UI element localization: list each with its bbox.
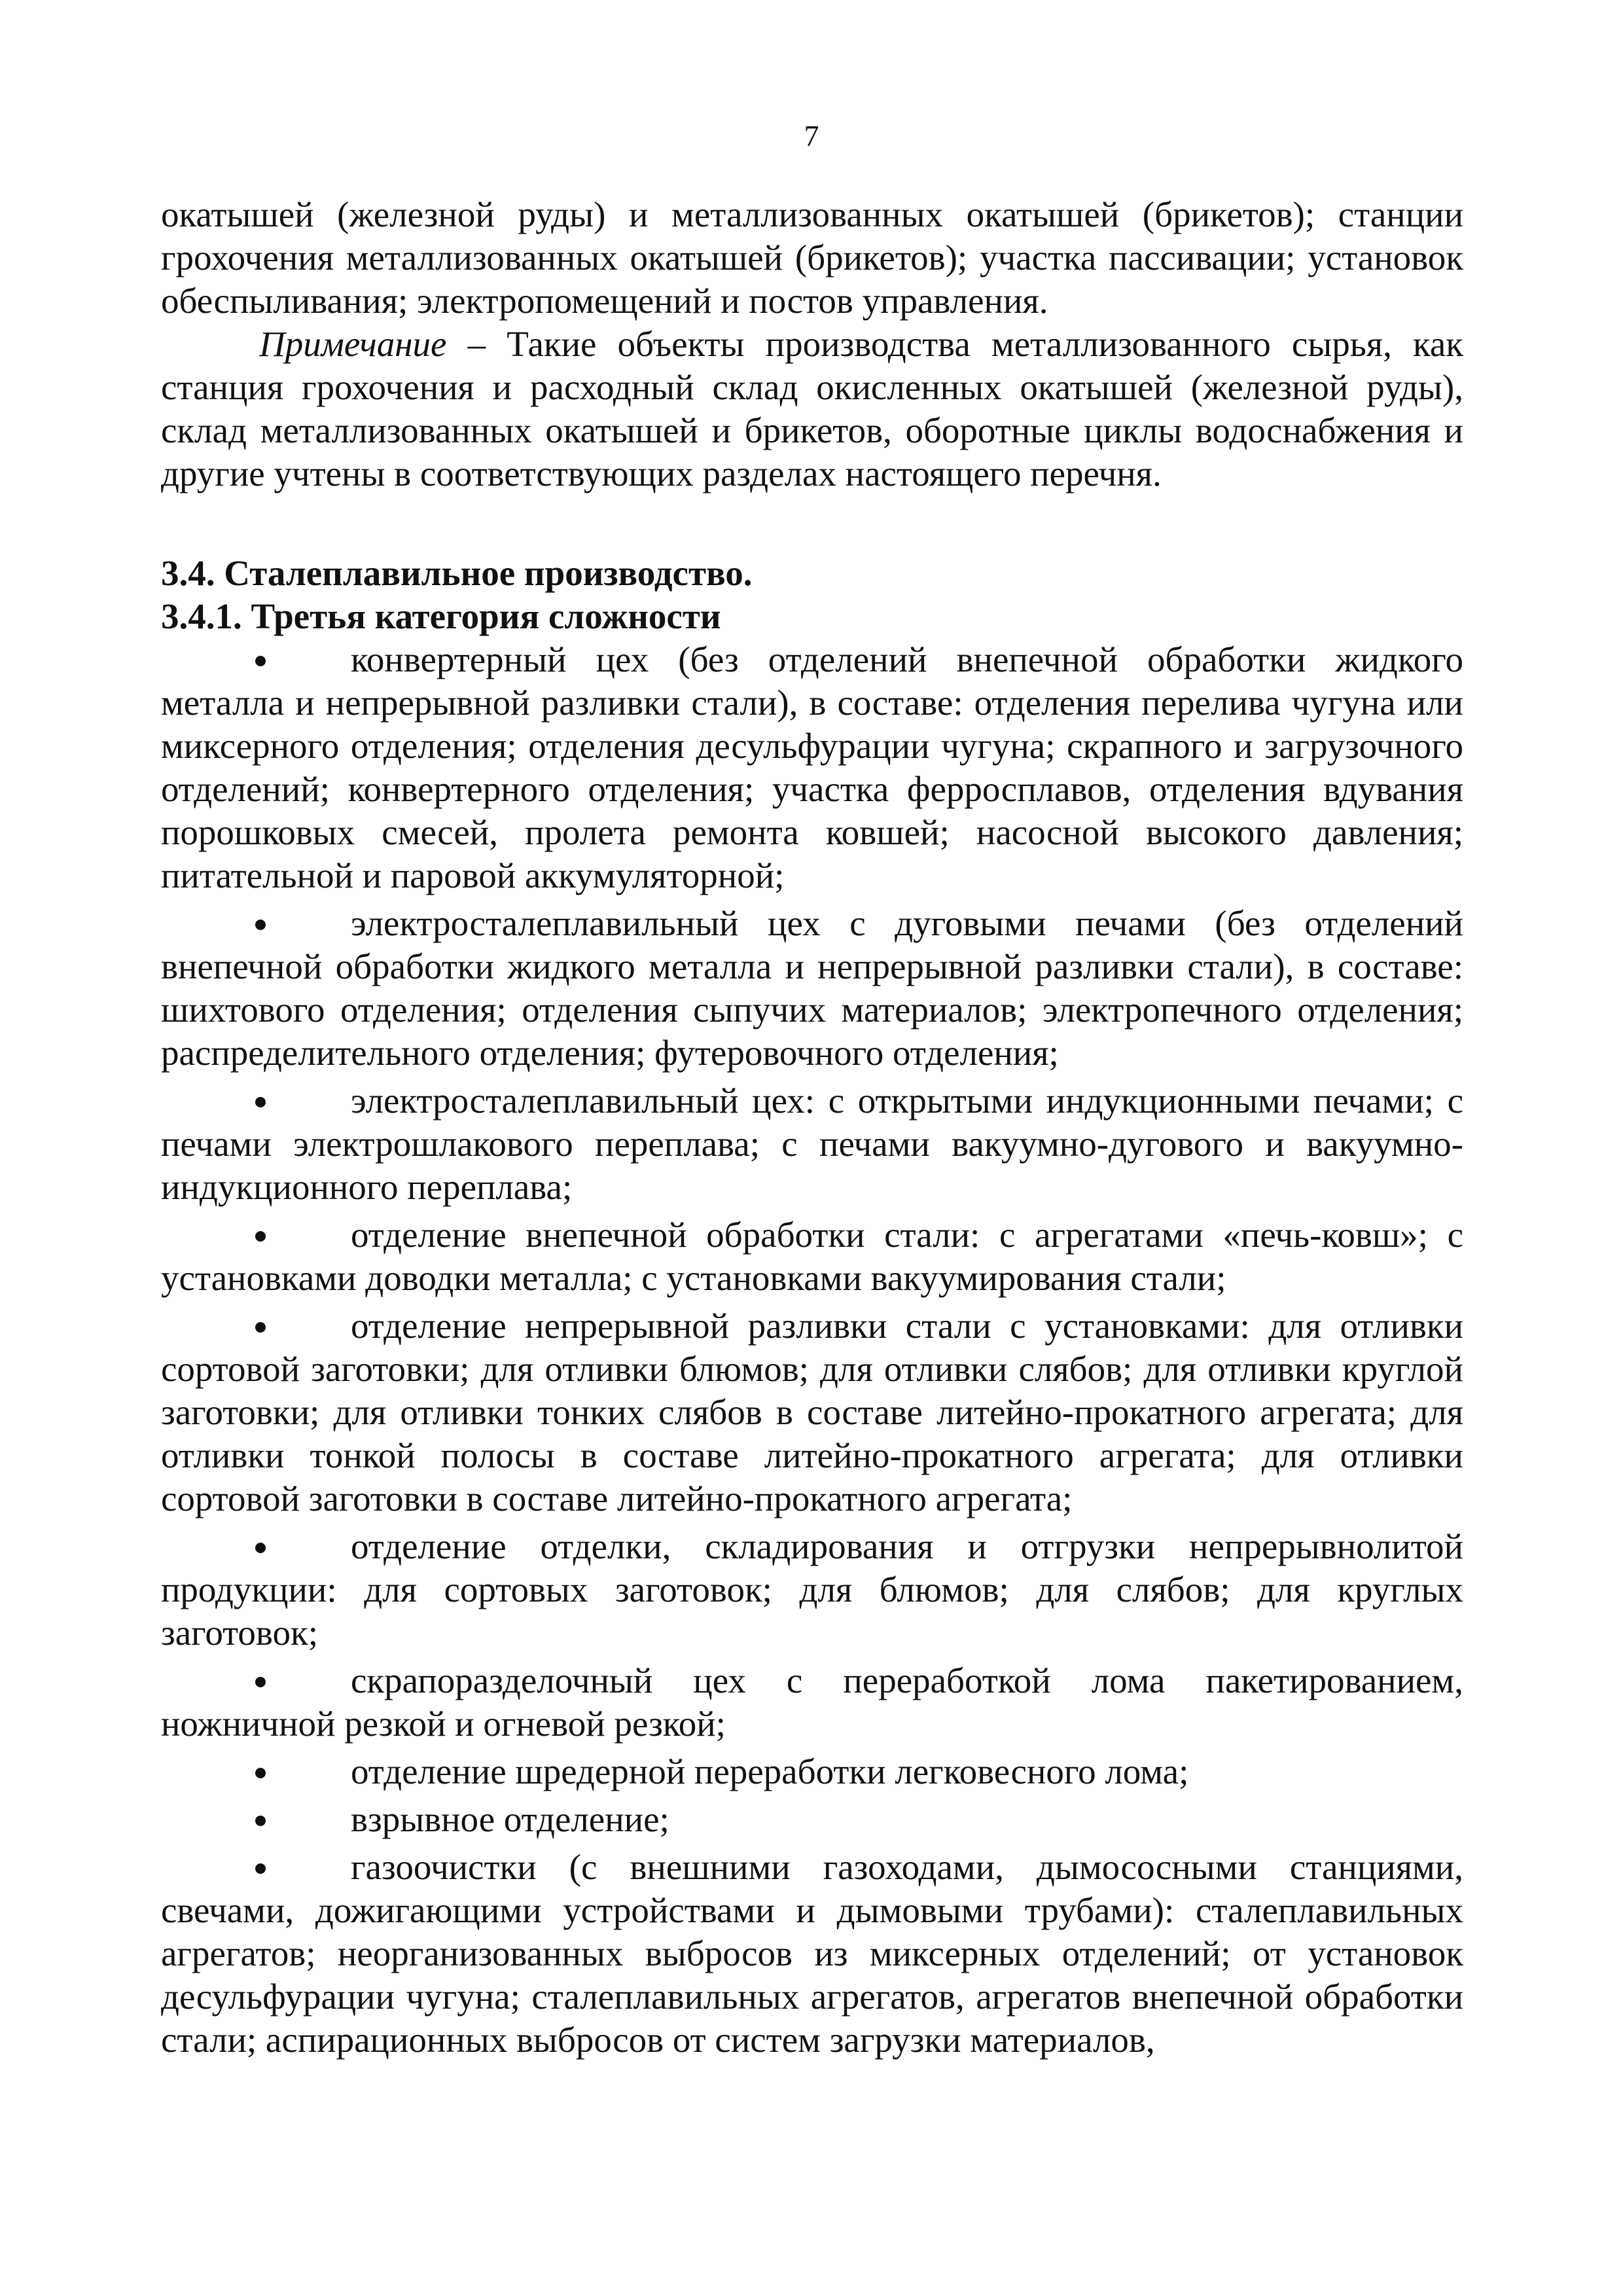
bullet-icon (255, 1768, 266, 1778)
list-item-text: отделение шредерной переработки легковесного лома; (351, 1751, 1189, 1791)
bullet-icon (255, 1816, 266, 1826)
bullet-icon (255, 1543, 266, 1553)
list-item-text: отделение внепечной обработки стали: с агрегатами «печь-ковш»; с установками доводки металла; с установками вакуумирования стали; (161, 1215, 1463, 1298)
list-item (161, 1659, 1463, 1746)
bullet-icon (255, 920, 266, 930)
note-label: Примечание (259, 324, 447, 364)
bullet-icon (255, 1231, 266, 1242)
list-item (161, 1846, 1463, 2062)
list-item (161, 1750, 1463, 1793)
list-item (161, 902, 1463, 1075)
list-item-text: отделение непрерывной разливки стали с установками: для отливки сортовой заготовки; для отливки блюмов; для отливки слябов; для отливки круглой заготовки; для отливки тонких слябов в составе литейно-прокатного агрегата; для отливки тонкой полосы в составе литейно-прокатного агрегата; для отливки сортовой заготовки в составе литейно-прокатного агрегата; (161, 1306, 1463, 1518)
list-item (161, 1798, 1463, 1841)
list-item (161, 1304, 1463, 1520)
list-item (161, 638, 1463, 897)
list-item-text: электросталеплавильный цех с дуговыми печами (без отделений внепечной обработки жидкого металла и непрерывной разливки стали), в составе: шихтового отделения; отделения сыпучих материалов; электропечного отделения; распределительного отделения; футеровочного отделения; (161, 903, 1463, 1073)
list-item (161, 1525, 1463, 1655)
bullet-icon (255, 656, 266, 666)
bullet-icon (255, 1677, 266, 1687)
bullet-list (161, 638, 1463, 2062)
bullet-icon (255, 1097, 266, 1107)
subsection-heading: 3.4.1. Третья категория сложности (161, 596, 721, 636)
bullet-icon (255, 1863, 266, 1874)
section-heading: 3.4. Сталеплавильное производство. (161, 553, 753, 593)
list-item-text: электросталеплавильный цех: с открытыми индукционными печами; с печами электрошлакового переплава; с печами вакуумно-дугового и вакуумно-индукционного переплава; (161, 1081, 1463, 1207)
list-item-text: отделение отделки, складирования и отгрузки непрерывнолитой продукции: для сортовых заготовок; для блюмов; для слябов; для круглых заготовок; (161, 1526, 1463, 1653)
page-number: 7 (804, 119, 819, 152)
list-item-text: взрывное отделение; (351, 1799, 669, 1839)
list-item (161, 1213, 1463, 1300)
list-item-text: газоочистки (с внешними газоходами, дымососными станциями, свечами, дожигающими устройствами и дымовыми трубами): сталеплавильных агрегатов; неорганизованных выбросов из миксерных отделений; от установок десульфурации чугуна; сталеплавильных агрегатов, агрегатов внепечной обработки стали; аспирационных выбросов от систем загрузки материалов, (161, 1847, 1463, 2060)
intro-paragraph: окатышей (железной руды) и металлизованных окатышей (брикетов); станции грохочения металлизованных окатышей (брикетов); участка пассивации; установок обеспыливания; электропомещений и постов управления. (161, 194, 1463, 321)
list-item-text: конвертерный цех (без отделений внепечной обработки жидкого металла и непрерывной разливки стали), в составе: отделения перелива чугуна или миксерного отделения; отделения десульфурации чугуна; скрапного и загрузочного отделений; конвертерного отделения; участка ферросплавов, отделения вдувания порошковых смесей, пролета ремонта ковшей; насосной высокого давления; питательной и паровой аккумуляторной; (161, 639, 1463, 895)
note-text: – Такие объекты производства металлизованного сырья, как станция грохочения и расходный склад окисленных окатышей (железной руды), склад металлизованных окатышей и брикетов, оборотные циклы водоснабжения и другие учтены в соответствующих разделах настоящего перечня. (161, 324, 1463, 493)
note-paragraph (161, 323, 1463, 495)
list-item-text: скрапоразделочный цех с переработкой лома пакетированием, ножничной резкой и огневой резкой; (161, 1660, 1463, 1744)
list-item (161, 1079, 1463, 1209)
bullet-icon (255, 1322, 266, 1333)
page-content (161, 193, 1463, 2066)
